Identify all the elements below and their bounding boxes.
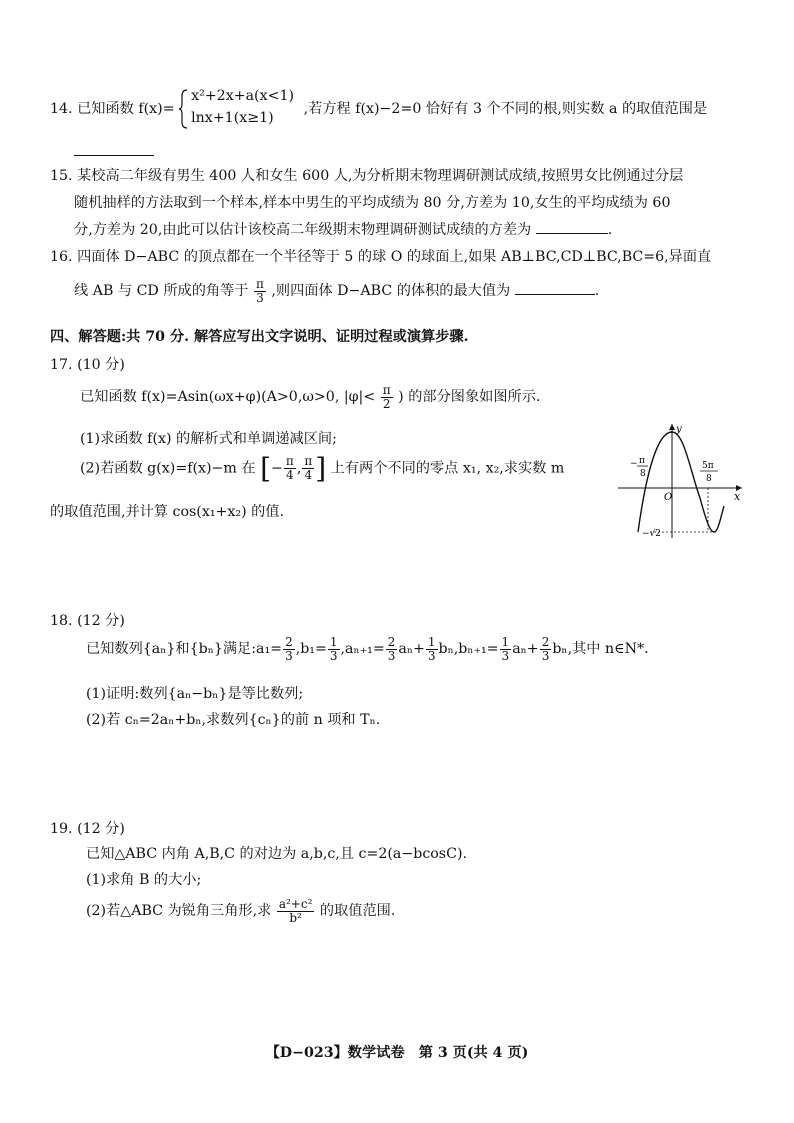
left-tick-den: 8	[640, 469, 646, 479]
q19-intro: 已知△ABC 内角 A,B,C 的对边为 a,b,c,且 c=2(a−bcosC).	[86, 846, 467, 862]
brace-icon	[179, 88, 189, 130]
q17-part-1: (1)求函数 f(x) 的解析式和单调递减区间;	[80, 431, 337, 447]
origin-label: O	[664, 492, 673, 503]
y-arrow-icon	[669, 424, 675, 430]
left-tick-num: π	[639, 456, 645, 466]
q15-text-3: 分,方差为 20,由此可以估计该校高二年级期末物理调研测试成绩的方差为	[74, 222, 532, 238]
q16-line-2	[74, 278, 599, 304]
q15-text-2: 随机抽样的方法取到一个样本,样本中男生的平均成绩为 80 分,方差为 10,女生的平均成绩为 60	[74, 195, 671, 211]
q19-part-2b: 的取值范围.	[319, 903, 396, 920]
q15-answer-blank[interactable]	[536, 221, 608, 234]
q17-phi-fraction: $\frac{\pi}{2}$	[382, 383, 391, 411]
right-tick-den: 8	[706, 474, 712, 484]
q19-part-1: (1)求角 B 的大小;	[86, 872, 202, 888]
q15-number: 15.	[50, 168, 73, 184]
q15-line-1	[50, 165, 683, 185]
q17-intro-a: 已知函数 f(x)=Asin(ωx+φ)(A>0,ω>0, |φ|<	[80, 389, 376, 406]
min-value-label: −√2	[642, 529, 662, 539]
left-tick-minus: −	[630, 459, 638, 469]
q19-heading: 19. (12 分)	[50, 821, 125, 837]
q14-answer-blank[interactable]	[74, 143, 154, 156]
q18-tail: ,其中 n∈N*.	[567, 641, 649, 658]
q17-part-2a: (2)若函数 g(x)=f(x)−m 在	[80, 460, 256, 477]
q14-lead: 已知函数	[77, 101, 134, 117]
q18-heading: 18. (12 分)	[50, 613, 125, 629]
q15-text-1: 某校高二年级有男生 400 人和女生 600 人,为分析期末物理调研测试成绩,按照男女比例通过分层	[77, 168, 684, 184]
q19-part-2a: (2)若△ABC 为锐角三角形,求	[86, 903, 272, 920]
q16-text-2a: 线 AB 与 CD 所成的角等于	[74, 283, 249, 300]
q18-bn1: bₙ₊₁=	[458, 641, 499, 658]
q17-interval: [− $\frac{\pi}{4}$ , $\frac{\pi}{4}$ ]	[260, 452, 327, 485]
q14-number: 14.	[50, 101, 73, 117]
q16-line-1	[50, 246, 711, 266]
q16-text-2b: ,则四面体 D−ABC 的体积的最大值为	[271, 283, 511, 300]
q18-an1: aₙ₊₁=	[345, 641, 385, 658]
q17-intro	[80, 384, 540, 410]
q18-part-1: (1)证明:数列{aₙ−bₙ}是等比数列;	[86, 686, 304, 702]
q16-number: 16.	[50, 249, 73, 265]
q16-text-1: 四面体 D−ABC 的顶点都在一个半径等于 5 的球 O 的球面上,如果 AB⊥BC,CD⊥BC,BC=6,异面直	[77, 249, 712, 265]
q15-line-3	[74, 219, 612, 239]
q18-a1: a₁=	[256, 641, 283, 658]
q14-case-2: lnx+1(x≥1)	[191, 110, 274, 126]
q17-part-2	[80, 452, 564, 485]
q17-heading: 17. (10 分)	[50, 357, 125, 373]
q18-part-2: (2)若 cₙ=2aₙ+bₙ,求数列{cₙ}的前 n 项和 Tₙ.	[86, 712, 381, 728]
y-label: y	[676, 424, 682, 435]
q14-tail: ,若方程 f(x)−2=0 恰好有 3 个不同的根,则实数 a 的取值范围是	[303, 101, 708, 117]
right-tick-num: 5π	[702, 461, 714, 471]
q14	[50, 88, 707, 130]
q16-end: .	[594, 283, 600, 300]
q14-piecewise	[179, 88, 299, 130]
q18-b1: b₁=	[300, 641, 327, 658]
q18-intro-text: 已知数列{aₙ}和{bₙ}满足:	[86, 641, 257, 658]
q17-sine-graph	[612, 420, 748, 542]
q15-end: .	[607, 222, 613, 238]
page-footer: 【D−023】数学试卷 第 3 页(共 4 页)	[265, 1045, 529, 1061]
q17-part-2b: 上有两个不同的零点 x₁, x₂,求实数 m	[330, 460, 565, 477]
q19-fraction: $\frac{\text{a²+c²}}{\text{b²}}$	[278, 897, 313, 925]
q16-answer-blank[interactable]	[515, 282, 595, 295]
x-label: x	[734, 490, 741, 503]
q18-intro: 已知数列{aₙ}和{bₙ}满足:a₁= $\frac{2}{3}$ ,b₁= $\frac{1}{3}$ ,aₙ₊₁= $\frac{2}{3}$ aₙ+ $\frac{1}{3}$ bₙ,bₙ₊₁= $\frac{1}{3}$ aₙ+ $\frac{2}{3}$ bₙ,其中 n∈N*.	[86, 635, 649, 663]
q14-func: f(x)=	[138, 101, 175, 117]
section-heading: 四、解答题:共 70 分. 解答应写出文字说明、证明过程或演算步骤.	[50, 329, 469, 345]
q17-part-3: 的取值范围,并计算 cos(x₁+x₂) 的值.	[50, 504, 285, 520]
q19-part-2	[86, 898, 395, 924]
q17-intro-b: ) 的部分图象如图所示.	[398, 389, 541, 406]
q16-fraction: $\frac{\pi}{3}$	[255, 277, 264, 305]
q14-case-1: x²+2x+a(x<1)	[191, 88, 295, 104]
